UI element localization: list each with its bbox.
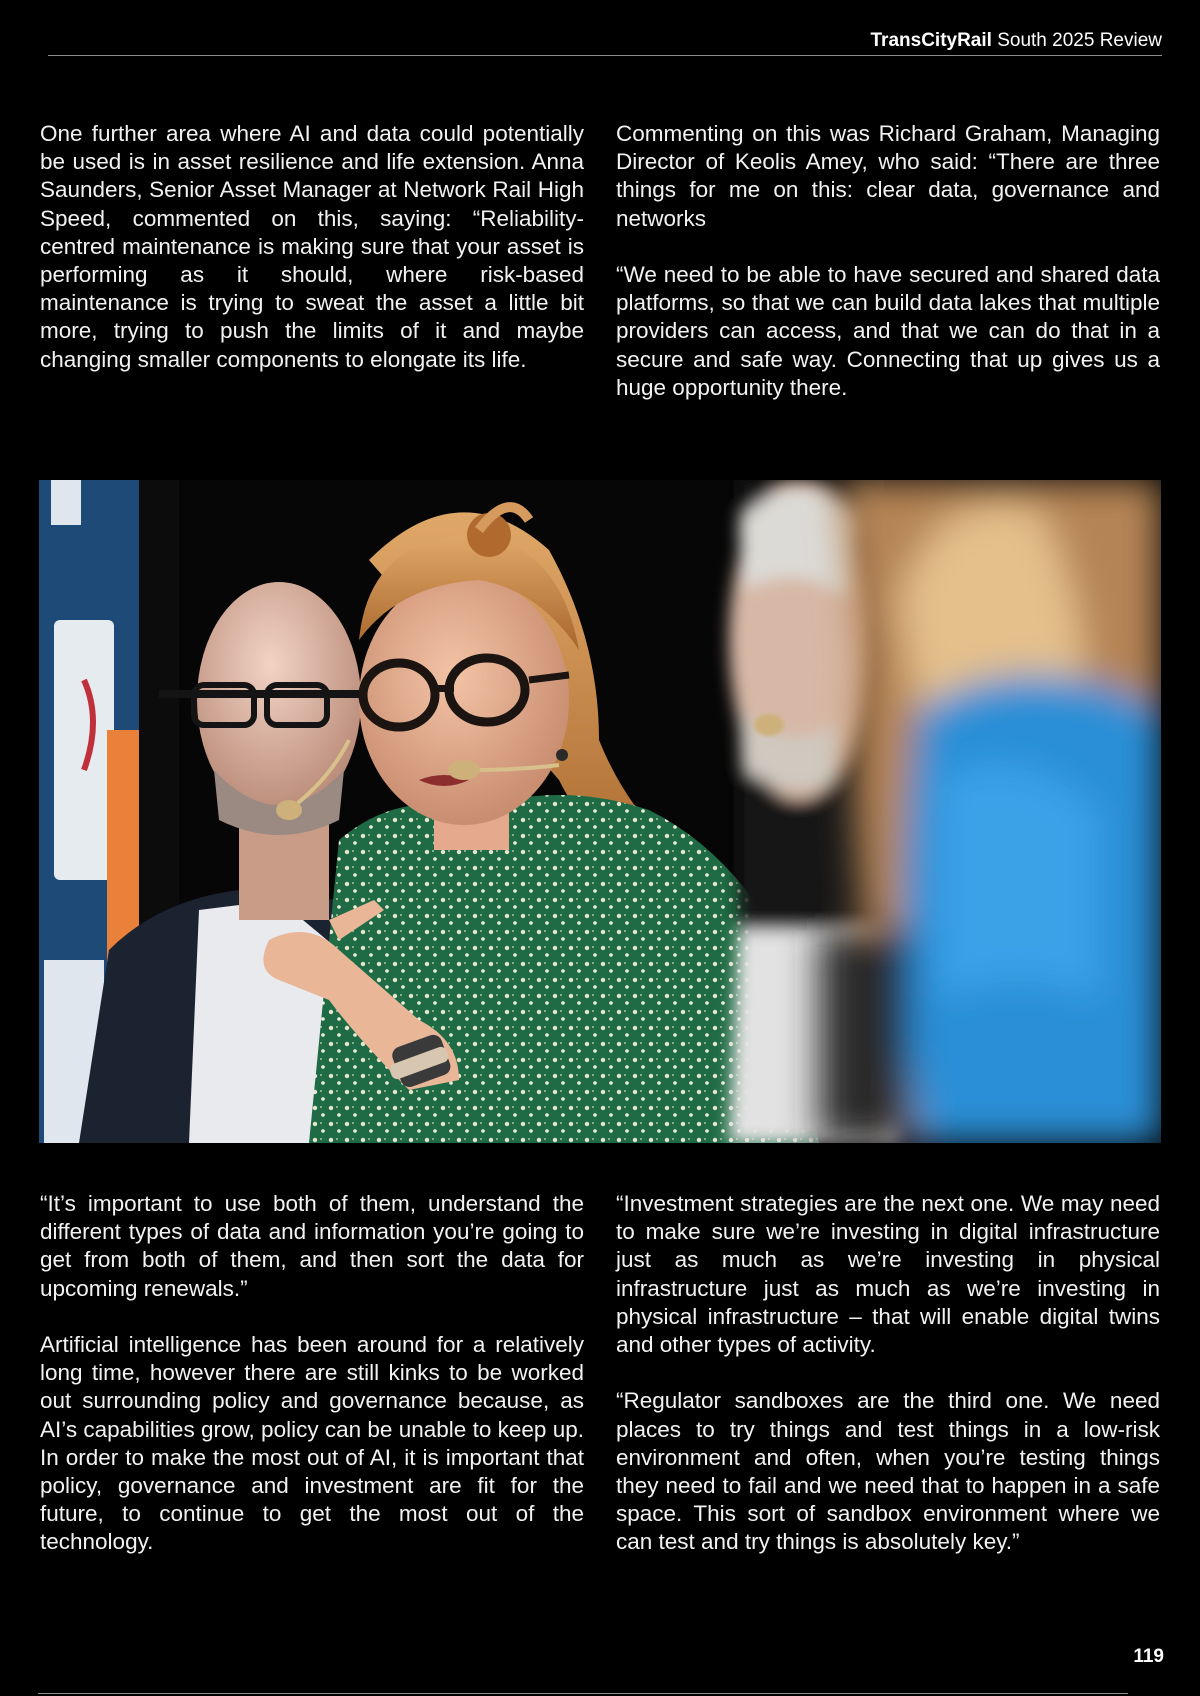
article-paragraph: One further area where AI and data could potentially be used is in asset resilience and life extension. Anna Saunders, Senior Asset Manager at Network Rail High Speed, commented on this, saying: “Reliability-centred maintenance is making sure that your asset is performing as it should, where risk-based maintenance is trying to sweat the asset a little bit more, trying to push the limits of it and maybe changing smaller components to elongate its life. — [40, 121, 584, 372]
page-number: 119 — [1133, 1646, 1164, 1667]
publication-title: South 2025 Review — [991, 30, 1162, 51]
article-column-3 — [40, 1190, 584, 1557]
article-column-2 — [616, 120, 1160, 402]
article-paragraph: Commenting on this was Richard Graham, Managing Director of Keolis Amey, who said: “There are three things for me on this: clear data, governance and networks — [616, 121, 1160, 231]
panel-discussion-photo — [39, 480, 1161, 1143]
article-column-1 — [40, 120, 584, 374]
article-paragraph: “Investment strategies are the next one. We may need to make sure we’re investing in digital infrastructure just as much as we’re investing in physical infrastructure just as much as we’re investing in physical infrastructure – that will enable digital twins and other types of activity. — [616, 1191, 1160, 1358]
running-header — [48, 30, 1162, 56]
article-paragraph: Artificial intelligence has been around for a relatively long time, however there are still kinks to be worked out surrounding policy and governance because, as AI’s capabilities grow, policy can be unable to keep up. In order to make the most out of AI, it is important that policy, governance and investment are fit for the future, to continue to get the most out of the technology. — [40, 1332, 584, 1555]
article-paragraph: “Regulator sandboxes are the third one. We need places to try things and test things in a low-risk environment and often, when you’re testing things they need to fail and we need that to happen in a safe space. This sort of sandbox environment where we can test and try things is absolutely key.” — [616, 1388, 1160, 1555]
header-divider — [48, 55, 1162, 56]
footer-divider — [38, 1693, 1128, 1694]
article-paragraph: “It’s important to use both of them, understand the different types of data and information you’re going to get from both of them, and then sort the data for upcoming renewals.” — [40, 1191, 584, 1301]
article-paragraph: “We need to be able to have secured and shared data platforms, so that we can build data lakes that multiple providers can access, and that we can do that in a secure and safe way. Connecting that up gives us a huge opportunity there. — [616, 262, 1160, 400]
publication-brand: TransCityRail — [870, 30, 992, 51]
article-column-4 — [616, 1190, 1160, 1557]
